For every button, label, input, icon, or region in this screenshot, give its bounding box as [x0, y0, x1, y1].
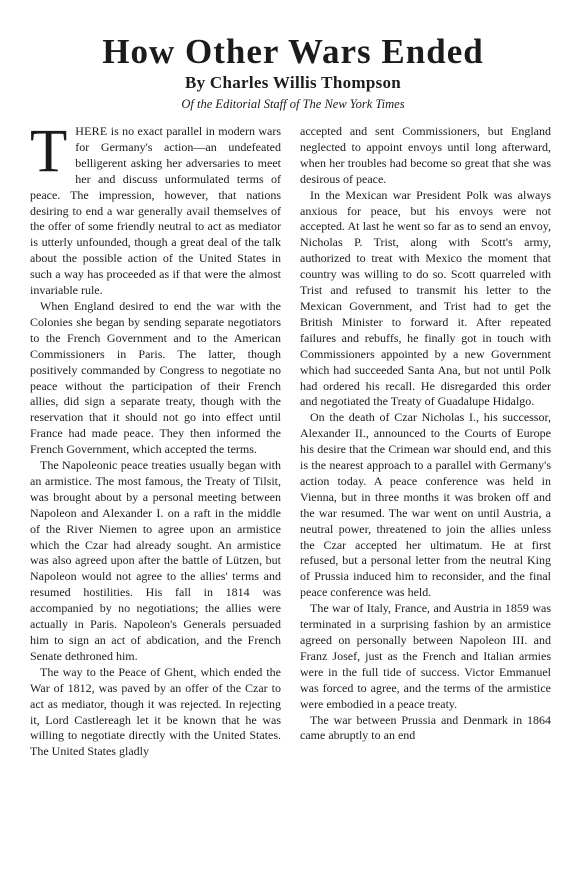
drop-cap: T: [30, 118, 68, 185]
paragraph-4: The way to the Peace of Ghent, which ended the War of 1812, was paved by an offer of the Czar to act as mediator, though it was rejected. In rejecting it, Lord Castlereagh let it be known that he was willing to negotiate directly with the United States. The United States gladly: [30, 664, 281, 759]
lead-caps: HERE: [75, 124, 108, 138]
paragraph-1: [30, 118, 281, 299]
article-byline: By Charles Willis Thompson: [184, 73, 402, 92]
paragraph-3: The Napoleonic peace treaties usually began with an armistice. The most famous, the Treaty of Tilsit, was brought about by a personal meeting between Napoleon and Alexander I. on a raft in the middle of the River Niemen to agree upon an armistice which the Czar had already sought. An armistice was also agreed upon after the battle of Lützen, but Napoleon would not agree to the allies' terms and resumed hostilities. His fall in 1814 was accompanied by no negotiations; the allies were actually in Paris. Napoleon's Generals persuaded him to sign an act of abdication, and the French Senate dethroned him.: [30, 458, 281, 663]
paragraph-7: The war of Italy, France, and Austria in 1859 was terminated in a surprising fashion by an armistice agreed on personally between Napoleon III. and Franz Josef, just as the French and Italian armies were in the full tide of success. Victor Emmanuel was forced to agree, and the terms of the armistice were embodied in a peace treaty.: [300, 601, 551, 711]
paragraph-2: When England desired to end the war with the Colonies she began by sending separate negotiators to the French Government and to the American Commissioners in Paris. The latter, though positively commanded by Congress to negotiate no peace without the participation of their French allies, did sign a separate treaty, though with the reservation that it should not go into effect until France had made peace. They then informed the French Government, which accepted the terms.: [30, 298, 281, 457]
article-title: How Other Wars Ended: [102, 32, 484, 71]
paragraph-4-continued: accepted and sent Commissioners, but England neglected to appoint envoys until long afterward, when her troubles had become so great that she was desirous of peace.: [300, 124, 551, 186]
paragraph-6: On the death of Czar Nicholas I., his successor, Alexander II., announced to the Courts of Europe his desire that the Crimean war should end, and this is the nearest approach to a parallel with Germany's action today. A peace conference was held in Vienna, but in three months it was broken off and the war resumed. The war went on until Austria, a neutral power, threatened to join the allies unless the Czar accepted her ultimatum. He at first refused, but a personal letter from the neutral King of Prussia induced him to reconsider, and the final peace conference was held.: [300, 410, 551, 600]
author-affiliation: Of the Editorial Staff of The New York Times: [181, 97, 405, 111]
paragraph-5: In the Mexican war President Polk was always anxious for peace, but his envoys were not accepted. At last he went so far as to send an envoy, Nicholas P. Trist, along with Scott's army, authorized to treat with Mexico the moment that country was willing to do so. Scott quarreled with Trist and refused to transmit his letter to the Mexican Government, and Trist had to get the British Minister to forward it. After repeated failures and rebuffs, he finally got in touch with Commissioners appointed by a new Government which had succeeded Santa Ana, but not until Polk had ordered his recall. He disregarded this order and negotiated the Treaty of Guadalupe Hidalgo.: [300, 187, 551, 409]
left-column: [30, 118, 281, 760]
paragraph-8: The war between Prussia and Denmark in 1864 came abruptly to an end: [300, 712, 551, 743]
paragraph-1-text: is no exact parallel in modern wars for Germany's action—an undefeated belligerent asking her adversaries to meet her and discuss unformulated terms of peace. The impression, however, that nations desiring to end a war generally avail themselves of the offer of some friendly neutral to act as mediator is utterly unfounded, though a great deal of the talk about the possible action of the United States in such a way has proceeded as if that were the almost invariable rule.: [30, 124, 281, 298]
right-column: [300, 124, 551, 744]
